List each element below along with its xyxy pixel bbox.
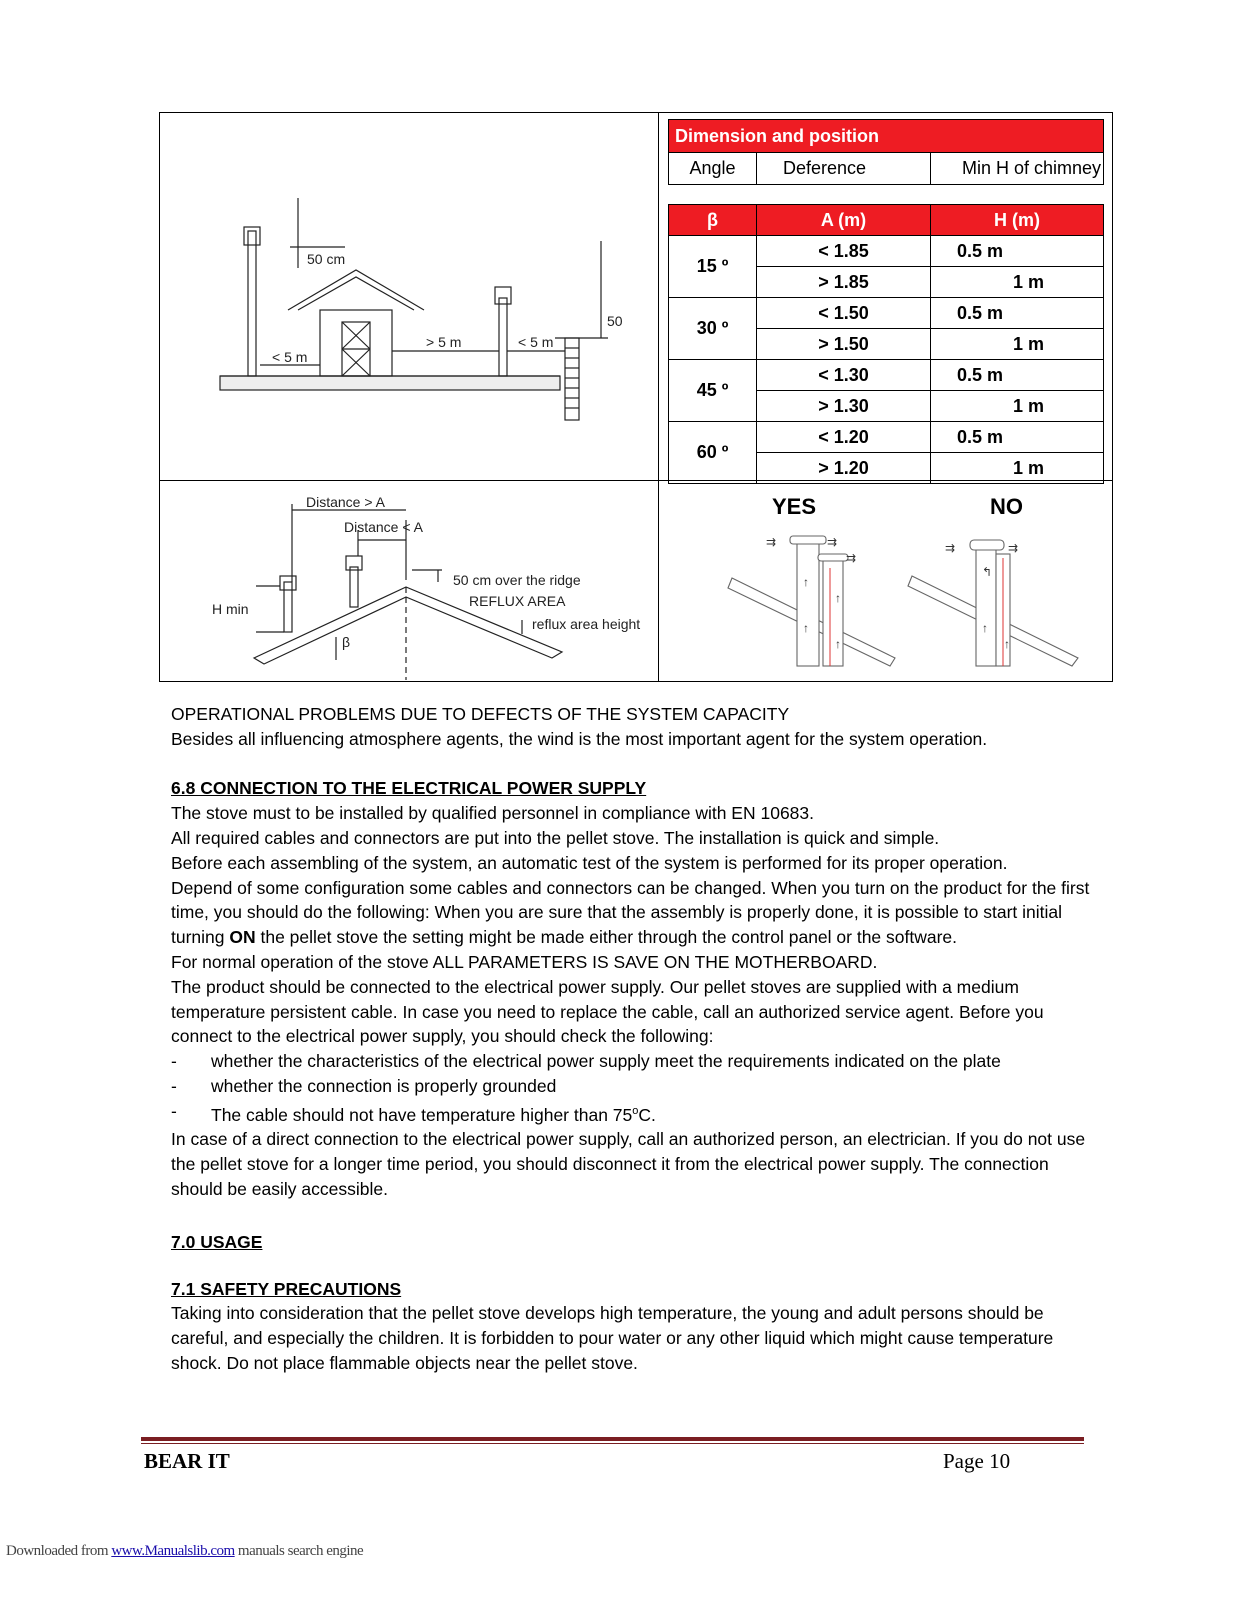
angle-cell: 45 º	[669, 360, 757, 422]
svg-text:⇉: ⇉	[766, 535, 777, 549]
svg-text:⇉: ⇉	[1008, 541, 1019, 555]
chimney-distance-diagram	[160, 113, 657, 479]
col-angle-header: Angle	[669, 153, 757, 185]
col-minh-header: Min H of chimney	[931, 153, 1104, 185]
h-cell: 0.5 m	[931, 422, 1104, 453]
dim-lt5m-right-label: < 5 m	[518, 334, 554, 350]
h-cell: 1 m	[931, 267, 1104, 298]
section-7-0-heading: 7.0 USAGE	[171, 1231, 263, 1252]
table-row	[669, 236, 1104, 267]
page-number: Page 10	[943, 1449, 1011, 1473]
table-row	[669, 360, 1104, 391]
chimney-yes-no-illustration	[720, 528, 1100, 673]
h-cell: 1 m	[931, 453, 1104, 484]
body-text	[171, 702, 1101, 1376]
h-cell: 0.5 m	[931, 298, 1104, 329]
svg-text:↑: ↑	[835, 637, 841, 651]
svg-text:⇉: ⇉	[827, 535, 838, 549]
h-cell: 1 m	[931, 391, 1104, 422]
manualslib-link[interactable]: www.Manualslib.com	[111, 1543, 235, 1559]
reflux-area-label: REFLUX AREA	[469, 593, 566, 609]
reflux-height-label: reflux area height	[532, 616, 641, 632]
angle-cell: 15 º	[669, 236, 757, 298]
svg-text:↑: ↑	[982, 621, 988, 635]
col-deference-header: Deference	[757, 153, 931, 185]
footer-rule-thin	[141, 1443, 1084, 1444]
a-cell: < 1.85	[757, 236, 931, 267]
cables-line: All required cables and connectors are put into the pellet stove. The installation is quick and simple.	[171, 827, 940, 848]
angle-cell: 60 º	[669, 422, 757, 484]
direct-connection-paragraph: In case of a direct connection to the electrical power supply, call an authorized person, an electrician. If you do not use the pellet stove for a longer time period, you should disconnect it from the electrical power supply. The connection should be easily accessible.	[171, 1129, 1086, 1199]
a-cell: < 1.50	[757, 298, 931, 329]
dim-lt5m-left-label: < 5 m	[272, 349, 308, 365]
svg-text:⇉: ⇉	[846, 551, 857, 565]
download-notice: Downloaded from www.Manualslib.com manuals search engine	[6, 1543, 364, 1559]
svg-text:↑: ↑	[835, 591, 841, 605]
wind-paragraph: Besides all influencing atmosphere agents, the wind is the most important agent for the system operation.	[171, 728, 988, 749]
table-row	[669, 422, 1104, 453]
angle-cell: 30 º	[669, 298, 757, 360]
dimension-table	[668, 119, 1104, 484]
hmin-label: H min	[212, 601, 249, 617]
h-cell: 0.5 m	[931, 360, 1104, 391]
test-line: Before each assembling of the system, an automatic test of the system is performed for its proper operation.	[171, 852, 1008, 873]
sym-h: H (m)	[931, 205, 1104, 236]
list-item: - The cable should not have temperature higher than 75$^o$C.	[171, 1100, 656, 1125]
svg-text:↑: ↑	[803, 621, 809, 635]
dim-gt5m-label: > 5 m	[426, 334, 462, 350]
section-7-1-heading: 7.1 SAFETY PRECAUTIONS	[171, 1278, 402, 1299]
roof-reflux-diagram	[160, 482, 657, 680]
footer-brand: BEAR IT	[144, 1449, 230, 1473]
distance-gt-a-label: Distance > A	[306, 494, 385, 510]
operational-problems-heading: OPERATIONAL PROBLEMS DUE TO DEFECTS OF THE SYSTEM CAPACITY	[171, 704, 790, 724]
configuration-paragraph: Depend of some configuration some cables and connectors can be changed. When you turn on the product for the first time, you should do the following: When you are sure that the assembly is properly done, it is possible to start initial turning ON the pellet stove the setting might be made either through the control panel or the software.	[171, 877, 1090, 948]
dim-50cm-label: 50 cm	[307, 251, 346, 267]
on-keyword: ON	[229, 927, 256, 948]
a-cell: > 1.20	[757, 453, 931, 484]
svg-text:↑: ↑	[803, 575, 809, 589]
sym-beta: β	[669, 205, 757, 236]
install-line: The stove must to be installed by qualified personnel in compliance with EN 10683.	[171, 803, 815, 824]
table-row	[669, 298, 1104, 329]
beta-label: β	[342, 634, 351, 650]
yes-label: YES	[772, 494, 817, 519]
dim-50-label: 50	[607, 313, 623, 329]
svg-text:↰: ↰	[982, 565, 993, 579]
a-cell: > 1.85	[757, 267, 931, 298]
svg-text:↑: ↑	[1004, 637, 1010, 651]
list-item: - whether the characteristics of the electrical power supply meet the requirements indicated on the plate	[171, 1051, 1001, 1072]
a-cell: < 1.30	[757, 360, 931, 391]
figure-divider-vertical	[658, 112, 659, 682]
safety-paragraph: Taking into consideration that the pellet stove develops high temperature, the young and adult persons should be careful, and especially the children. It is forbidden to pour water or any other liquid which might cause temperature shock. Do not place flammable objects near the pellet stove.	[171, 1303, 1054, 1373]
h-cell: 0.5 m	[931, 236, 1104, 267]
list-item: - whether the connection is properly grounded	[171, 1075, 557, 1096]
a-cell: > 1.50	[757, 329, 931, 360]
footer-rule	[141, 1437, 1084, 1441]
svg-text:⇉: ⇉	[945, 541, 956, 555]
section-6-8-heading: 6.8 CONNECTION TO THE ELECTRICAL POWER SUPPLY	[171, 778, 647, 799]
sym-a: A (m)	[757, 205, 931, 236]
a-cell: < 1.20	[757, 422, 931, 453]
ridge-label: 50 cm over the ridge	[453, 572, 581, 588]
table-title: Dimension and position	[669, 120, 1104, 153]
h-cell: 1 m	[931, 329, 1104, 360]
a-cell: > 1.30	[757, 391, 931, 422]
distance-lt-a-label: Distance < A	[344, 519, 423, 535]
power-supply-paragraph: The product should be connected to the electrical power supply. Our pellet stoves are supplied with a medium temperature persistent cable. In case you need to replace the cable, call an authorized service agent. Before you connect to the electrical power supply, you should check the following:	[171, 976, 1044, 1047]
no-label: NO	[990, 494, 1023, 519]
parameters-line: For normal operation of the stove ALL PARAMETERS IS SAVE ON THE MOTHERBOARD.	[171, 951, 878, 972]
